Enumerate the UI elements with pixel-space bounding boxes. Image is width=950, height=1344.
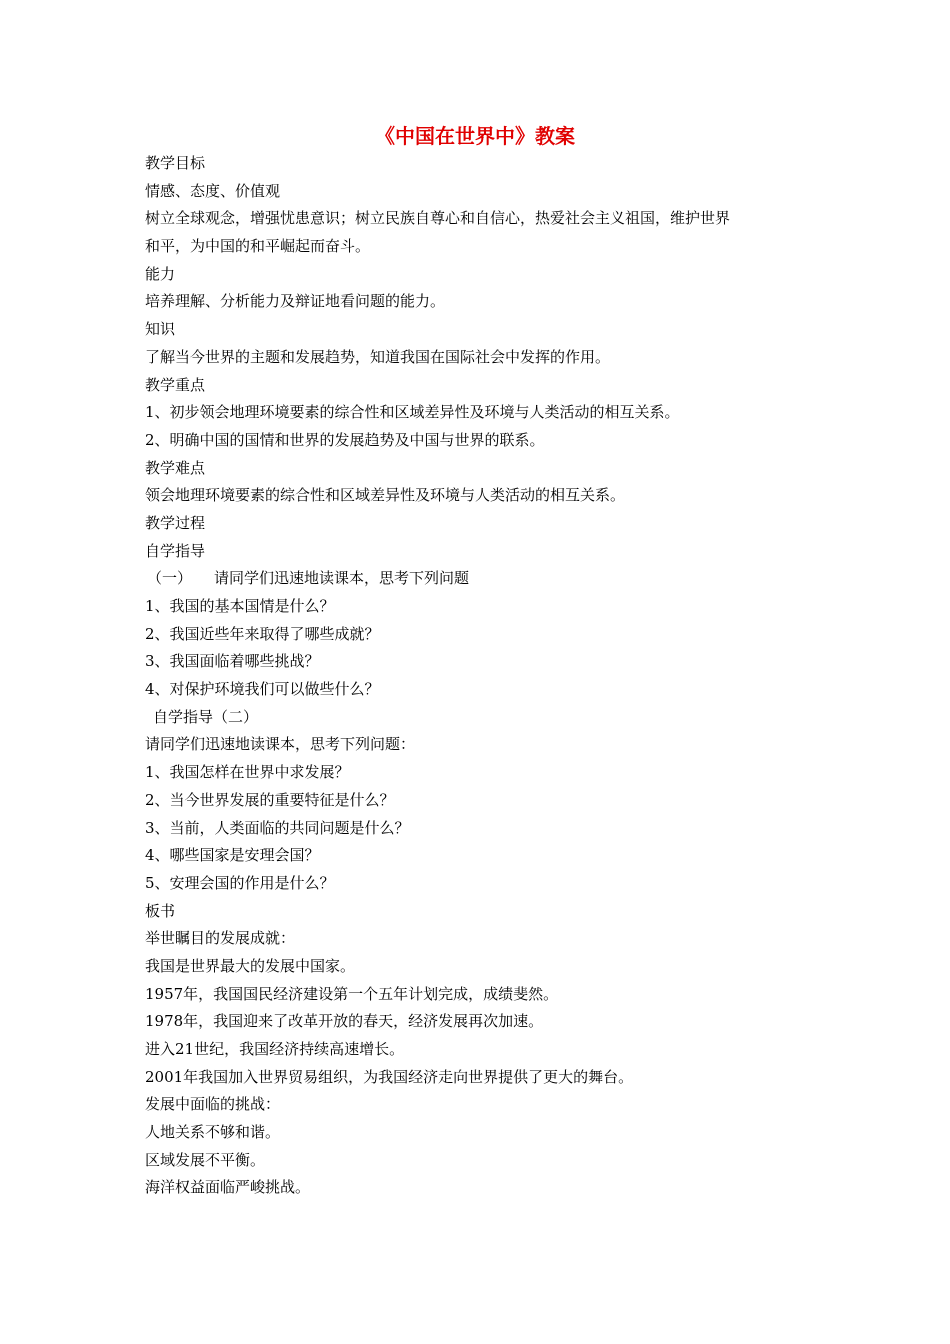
text-line: 4、对保护环境我们可以做些什么？ [145,680,380,699]
text-line: 5、安理会国的作用是什么？ [145,873,335,892]
text-line: 2、我国近些年来取得了哪些成就？ [145,624,380,643]
text-line: 教学难点 [145,458,206,477]
text-line: 能力 [145,264,176,283]
text-line: 发展中面临的挑战： [145,1095,281,1114]
text-line: 4、哪些国家是安理会国？ [145,846,320,865]
text-line: 自学指导 [145,541,206,560]
guide1-text: 请同学们迅速地读课本，思考下列问题 [214,569,470,588]
text-line: 3、我国面临着哪些挑战？ [145,652,320,671]
text-line: 领会地理环境要素的综合性和区域差异性及环境与人类活动的相互关系。 [145,486,626,505]
text-line: 1、我国的基本国情是什么？ [145,597,335,615]
text-line: 1、我国怎样在世界中求发展？ [145,763,350,782]
text-line: 2、当今世界发展的重要特征是什么？ [145,790,395,809]
text-line: 教学过程 [145,513,206,532]
text-line: 1957年，我国国民经济建设第一个五年计划完成，成绩斐然。 [145,984,559,1003]
text-line: 教学目标 [145,154,206,172]
text-line: 区域发展不平衡。 [145,1150,266,1169]
text-line: 2001年我国加入世界贸易组织，为我国经济走向世界提供了更大的舞台。 [145,1067,634,1086]
text-line: 1978年，我国迎来了改革开放的春天，经济发展再次加速。 [145,1012,544,1031]
text-line: 进入21世纪，我国经济持续高速增长。 [145,1040,405,1058]
text-line: 人地关系不够和谐。 [145,1123,281,1142]
text-line: 教学重点 [145,375,206,394]
document-title: 《中国在世界中》教案 [375,124,575,148]
text-line: 3、当前，人类面临的共同问题是什么？ [145,818,410,837]
guide1-line [145,565,810,593]
text-line: 海洋权益面临严峻挑战。 [145,1178,311,1197]
text-line: 培养理解、分析能力及辩证地看问题的能力。 [145,292,446,311]
text-line: 了解当今世界的主题和发展趋势，知道我国在国际社会中发挥的作用。 [145,347,611,366]
text-line: 2、明确中国的国情和世界的发展趋势及中国与世界的联系。 [145,430,545,449]
text-line: 板书 [145,901,176,920]
text-line: 树立全球观念，增强忧患意识；树立民族自尊心和自信心，热爱社会主义祖国，维护世界 [145,209,731,228]
text-line: 举世瞩目的发展成就： [145,929,296,948]
text-line: 请同学们迅速地读课本，思考下列问题： [145,735,416,754]
document-body [145,150,810,1202]
text-line: 情感、态度、价值观 [145,181,281,200]
text-line: 知识 [145,320,176,339]
text-line: 和平，为中国的和平崛起而奋斗。 [145,237,371,256]
text-line: 1、初步领会地理环境要素的综合性和区域差异性及环境与人类活动的相互关系。 [145,403,680,422]
text-line: 我国是世界最大的发展中国家。 [145,956,356,975]
guide2-heading: 自学指导（二） [153,707,259,726]
guide1-label: （一） [147,569,193,588]
